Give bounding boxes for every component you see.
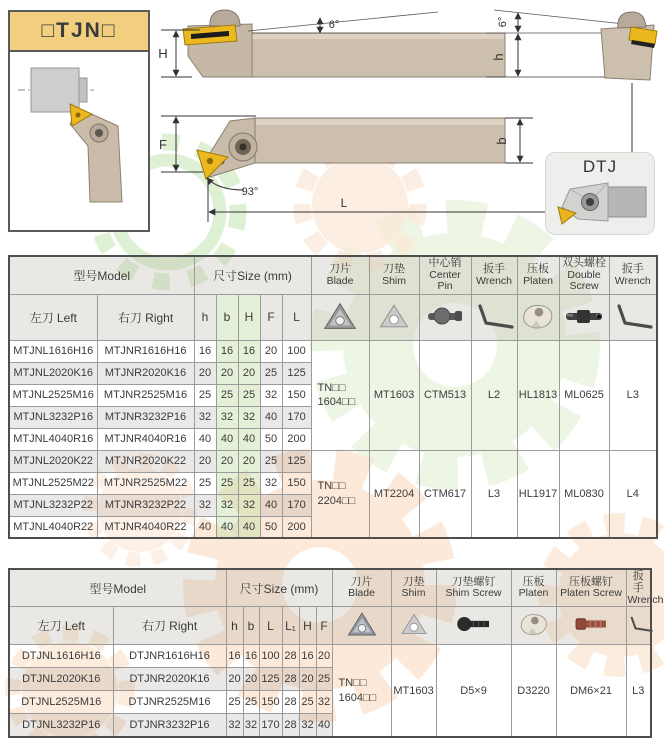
page-title: □TJN□ xyxy=(10,12,148,52)
size-col-h: h xyxy=(226,607,243,645)
size-cell: 20 xyxy=(216,362,238,384)
size-cell: 100 xyxy=(282,340,311,362)
size-cell: 25 xyxy=(238,472,260,494)
shim-photo-cell xyxy=(369,294,419,340)
size-col-F: F xyxy=(260,294,282,340)
shim-value-cell: MT1603 xyxy=(391,645,436,737)
size-cell: 32 xyxy=(238,406,260,428)
col-header-platen-screw: 压板螺钉 Platen Screw xyxy=(556,569,626,607)
size-cell: 40 xyxy=(238,516,260,538)
size-cell: 20 xyxy=(194,450,216,472)
angle-nose-label: 93° xyxy=(241,186,259,198)
size-cell: 32 xyxy=(316,691,332,714)
size-cell: 25 xyxy=(243,691,259,714)
blade-photo-cell xyxy=(332,607,391,645)
size-cell: 32 xyxy=(238,494,260,516)
platen-value-cell: HL1813 xyxy=(517,340,559,450)
size-header: 尺寸Size (mm) xyxy=(226,569,332,607)
size-cell: 40 xyxy=(216,428,238,450)
size-cell: 32 xyxy=(260,384,282,406)
size-cell: 32 xyxy=(260,472,282,494)
col-header-wrench: 扳手 Wrench xyxy=(627,570,664,606)
size-col-L1: L₁ xyxy=(282,607,299,645)
size-cell: 125 xyxy=(282,362,311,384)
model-right-cell: MTJNR3232P22 xyxy=(97,494,194,516)
mtjn-spec-table xyxy=(8,255,658,539)
shim-icon xyxy=(398,609,430,639)
model-right-cell: MTJNR2525M16 xyxy=(97,384,194,406)
size-cell: 16 xyxy=(216,340,238,362)
dtj-inset xyxy=(545,152,655,235)
center-pin-value-cell: CTM617 xyxy=(419,450,471,538)
dtj-label: DTJ xyxy=(582,157,618,176)
shim-screw-icon xyxy=(454,609,494,639)
model-right-cell: MTJNR2020K16 xyxy=(97,362,194,384)
size-col-H: H xyxy=(299,607,316,645)
size-col-b: b xyxy=(216,294,238,340)
size-cell: 28 xyxy=(282,668,299,691)
model-left-cell: DTJNL3232P16 xyxy=(9,714,113,737)
platen-value-cell: D3220 xyxy=(511,645,556,737)
model-left-cell: MTJNL2525M22 xyxy=(9,472,97,494)
col-header-shim: 刀垫 Shim xyxy=(391,569,436,607)
size-cell: 40 xyxy=(194,516,216,538)
model-right-cell: DTJNR2525M16 xyxy=(113,691,226,714)
size-cell: 40 xyxy=(316,714,332,737)
size-cell: 170 xyxy=(282,406,311,428)
size-cell: 20 xyxy=(243,668,259,691)
wrench2-value-cell: L3 xyxy=(609,340,657,450)
wrench-photo-cell xyxy=(626,607,651,645)
size-cell: 25 xyxy=(260,450,282,472)
model-header: 型号Model xyxy=(9,256,194,294)
col-header-platen: 压板 Platen xyxy=(511,569,556,607)
model-left-cell: MTJNL4040R22 xyxy=(9,516,97,538)
size-cell: 16 xyxy=(238,340,260,362)
shim-screw-photo-cell xyxy=(436,607,511,645)
size-cell: 20 xyxy=(194,362,216,384)
blade-photo-cell xyxy=(311,294,369,340)
size-cell: 16 xyxy=(243,645,259,668)
wrench-value-cell: L2 xyxy=(471,340,517,450)
col-header-double-screw: 双头螺栓 Double Screw xyxy=(559,256,609,294)
wrench-photo-cell xyxy=(471,294,517,340)
size-cell: 25 xyxy=(260,362,282,384)
shim-icon xyxy=(376,299,412,333)
size-header: 尺寸Size (mm) xyxy=(194,256,311,294)
blade-value-cell: TN□□ 1604□□ xyxy=(332,645,391,737)
size-col-b: b xyxy=(243,607,259,645)
size-cell: 40 xyxy=(238,428,260,450)
size-cell: 20 xyxy=(226,668,243,691)
allen-wrench-icon xyxy=(628,609,653,639)
dim-h-label: h xyxy=(491,53,506,61)
blade-value-cell: TN□□ 2204□□ xyxy=(311,450,369,538)
wrench2-value-cell: L4 xyxy=(609,450,657,538)
double-screw-photo-cell xyxy=(559,294,609,340)
size-cell: 32 xyxy=(299,714,316,737)
model-right-cell: MTJNR2020K22 xyxy=(97,450,194,472)
title-box xyxy=(8,10,150,232)
size-cell: 150 xyxy=(259,691,282,714)
dim-F-label: F xyxy=(159,137,167,152)
size-cell: 25 xyxy=(299,691,316,714)
size-cell: 28 xyxy=(282,645,299,668)
wrench-value-cell: L3 xyxy=(471,450,517,538)
size-cell: 32 xyxy=(243,714,259,737)
size-cell: 32 xyxy=(226,714,243,737)
table-row xyxy=(9,450,657,472)
shim-value-cell: MT2204 xyxy=(369,450,419,538)
model-right-cell: DTJNR2020K16 xyxy=(113,668,226,691)
double-screw-icon xyxy=(564,299,604,333)
size-cell: 25 xyxy=(216,384,238,406)
size-cell: 25 xyxy=(194,472,216,494)
size-cell: 20 xyxy=(238,362,260,384)
col-header-shim-screw: 刀垫螺钉 Shim Screw xyxy=(436,569,511,607)
platen-clamp-icon xyxy=(517,609,551,639)
model-left-cell: DTJNL2020K16 xyxy=(9,668,113,691)
size-cell: 200 xyxy=(282,428,311,450)
size-cell: 16 xyxy=(226,645,243,668)
platen-screw-value-cell: DM6×21 xyxy=(556,645,626,737)
dim-L-label: L xyxy=(340,196,348,210)
col-header-blade: 刀片 Blade xyxy=(311,256,369,294)
size-col-H: H xyxy=(238,294,260,340)
wrench-value-cell: L3 xyxy=(626,645,651,737)
size-cell: 28 xyxy=(282,714,299,737)
model-right-cell: MTJNR2525M22 xyxy=(97,472,194,494)
turning-schematic xyxy=(10,52,148,232)
model-left-cell: MTJNL3232P16 xyxy=(9,406,97,428)
blade-insert-icon xyxy=(321,299,359,333)
size-cell: 170 xyxy=(282,494,311,516)
angle-side-label: 6° xyxy=(328,19,340,31)
model-left-cell: MTJNL2020K22 xyxy=(9,450,97,472)
table-row xyxy=(9,645,651,668)
model-left-cell: MTJNL2525M16 xyxy=(9,384,97,406)
model-right-cell: MTJNR4040R16 xyxy=(97,428,194,450)
dtj-tool-photo xyxy=(550,177,650,229)
size-cell: 150 xyxy=(282,472,311,494)
size-cell: 40 xyxy=(260,406,282,428)
model-right-cell: MTJNR3232P16 xyxy=(97,406,194,428)
size-cell: 25 xyxy=(226,691,243,714)
size-cell: 100 xyxy=(259,645,282,668)
model-left-cell: MTJNL1616H16 xyxy=(9,340,97,362)
size-cell: 40 xyxy=(260,494,282,516)
model-left-cell: MTJNL3232P22 xyxy=(9,494,97,516)
model-right-cell: DTJNR1616H16 xyxy=(113,645,226,668)
shim-screw-value-cell: D5×9 xyxy=(436,645,511,737)
allen-wrench-icon xyxy=(613,299,653,333)
size-col-L: L xyxy=(282,294,311,340)
size-cell: 40 xyxy=(194,428,216,450)
dtjn-spec-table xyxy=(8,568,664,738)
wrench2-photo-cell xyxy=(609,294,657,340)
model-left-cell: MTJNL2020K16 xyxy=(9,362,97,384)
size-cell: 32 xyxy=(194,406,216,428)
size-cell: 25 xyxy=(216,472,238,494)
size-col-L: L xyxy=(259,607,282,645)
center-pin-value-cell: CTM513 xyxy=(419,340,471,450)
size-cell: 32 xyxy=(216,406,238,428)
table-row xyxy=(9,340,657,362)
left-header: 左刀 Left xyxy=(9,607,113,645)
platen-screw-icon xyxy=(571,609,611,639)
col-header-shim: 刀垫 Shim xyxy=(369,256,419,294)
size-cell: 16 xyxy=(299,645,316,668)
col-header-platen: 压板 Platen xyxy=(517,256,559,294)
dim-b-label: b xyxy=(494,137,509,145)
size-cell: 25 xyxy=(316,668,332,691)
right-header: 右刀 Right xyxy=(97,294,194,340)
model-left-cell: DTJNL1616H16 xyxy=(9,645,113,668)
blade-value-cell: TN□□ 1604□□ xyxy=(311,340,369,450)
right-header: 右刀 Right xyxy=(113,607,226,645)
size-cell: 125 xyxy=(282,450,311,472)
size-cell: 50 xyxy=(260,428,282,450)
double-screw-value-cell: ML0830 xyxy=(559,450,609,538)
model-header: 型号Model xyxy=(9,569,226,607)
size-col-F: F xyxy=(316,607,332,645)
left-header: 左刀 Left xyxy=(9,294,97,340)
size-cell: 20 xyxy=(216,450,238,472)
model-left-cell: MTJNL4040R16 xyxy=(9,428,97,450)
allen-wrench-icon xyxy=(474,299,514,333)
size-cell: 20 xyxy=(260,340,282,362)
side-view-drawing xyxy=(158,10,505,77)
size-cell: 28 xyxy=(282,691,299,714)
size-cell: 20 xyxy=(316,645,332,668)
platen-screw-photo-cell xyxy=(556,607,626,645)
model-right-cell: MTJNR4040R22 xyxy=(97,516,194,538)
col-header-wrench2: 扳手 Wrench xyxy=(609,256,657,294)
size-cell: 150 xyxy=(282,384,311,406)
blade-insert-icon xyxy=(345,609,379,639)
end-view-drawing xyxy=(486,10,657,80)
center-pin-photo-cell xyxy=(419,294,471,340)
model-left-cell: DTJNL2525M16 xyxy=(9,691,113,714)
double-screw-value-cell: ML0625 xyxy=(559,340,609,450)
shim-photo-cell xyxy=(391,607,436,645)
size-cell: 50 xyxy=(260,516,282,538)
size-cell: 16 xyxy=(194,340,216,362)
model-right-cell: MTJNR1616H16 xyxy=(97,340,194,362)
size-cell: 170 xyxy=(259,714,282,737)
size-cell: 20 xyxy=(299,668,316,691)
platen-photo-cell xyxy=(517,294,559,340)
size-col-h: h xyxy=(194,294,216,340)
col-header-center-pin: 中心销 Center Pin xyxy=(419,256,471,294)
model-right-cell: DTJNR3232P16 xyxy=(113,714,226,737)
size-cell: 20 xyxy=(238,450,260,472)
shim-value-cell: MT1603 xyxy=(369,340,419,450)
size-cell: 125 xyxy=(259,668,282,691)
size-cell: 40 xyxy=(216,516,238,538)
platen-value-cell: HL1917 xyxy=(517,450,559,538)
size-cell: 32 xyxy=(216,494,238,516)
dim-H-label: H xyxy=(158,46,168,61)
size-cell: 32 xyxy=(194,494,216,516)
platen-photo-cell xyxy=(511,607,556,645)
col-header-wrench: 扳手 Wrench xyxy=(471,256,517,294)
size-cell: 25 xyxy=(238,384,260,406)
platen-clamp-icon xyxy=(519,299,557,333)
size-cell: 25 xyxy=(194,384,216,406)
center-pin-icon xyxy=(425,299,465,333)
col-header-blade: 刀片 Blade xyxy=(332,569,391,607)
size-cell: 200 xyxy=(282,516,311,538)
angle-end-label: 6° xyxy=(497,16,509,28)
